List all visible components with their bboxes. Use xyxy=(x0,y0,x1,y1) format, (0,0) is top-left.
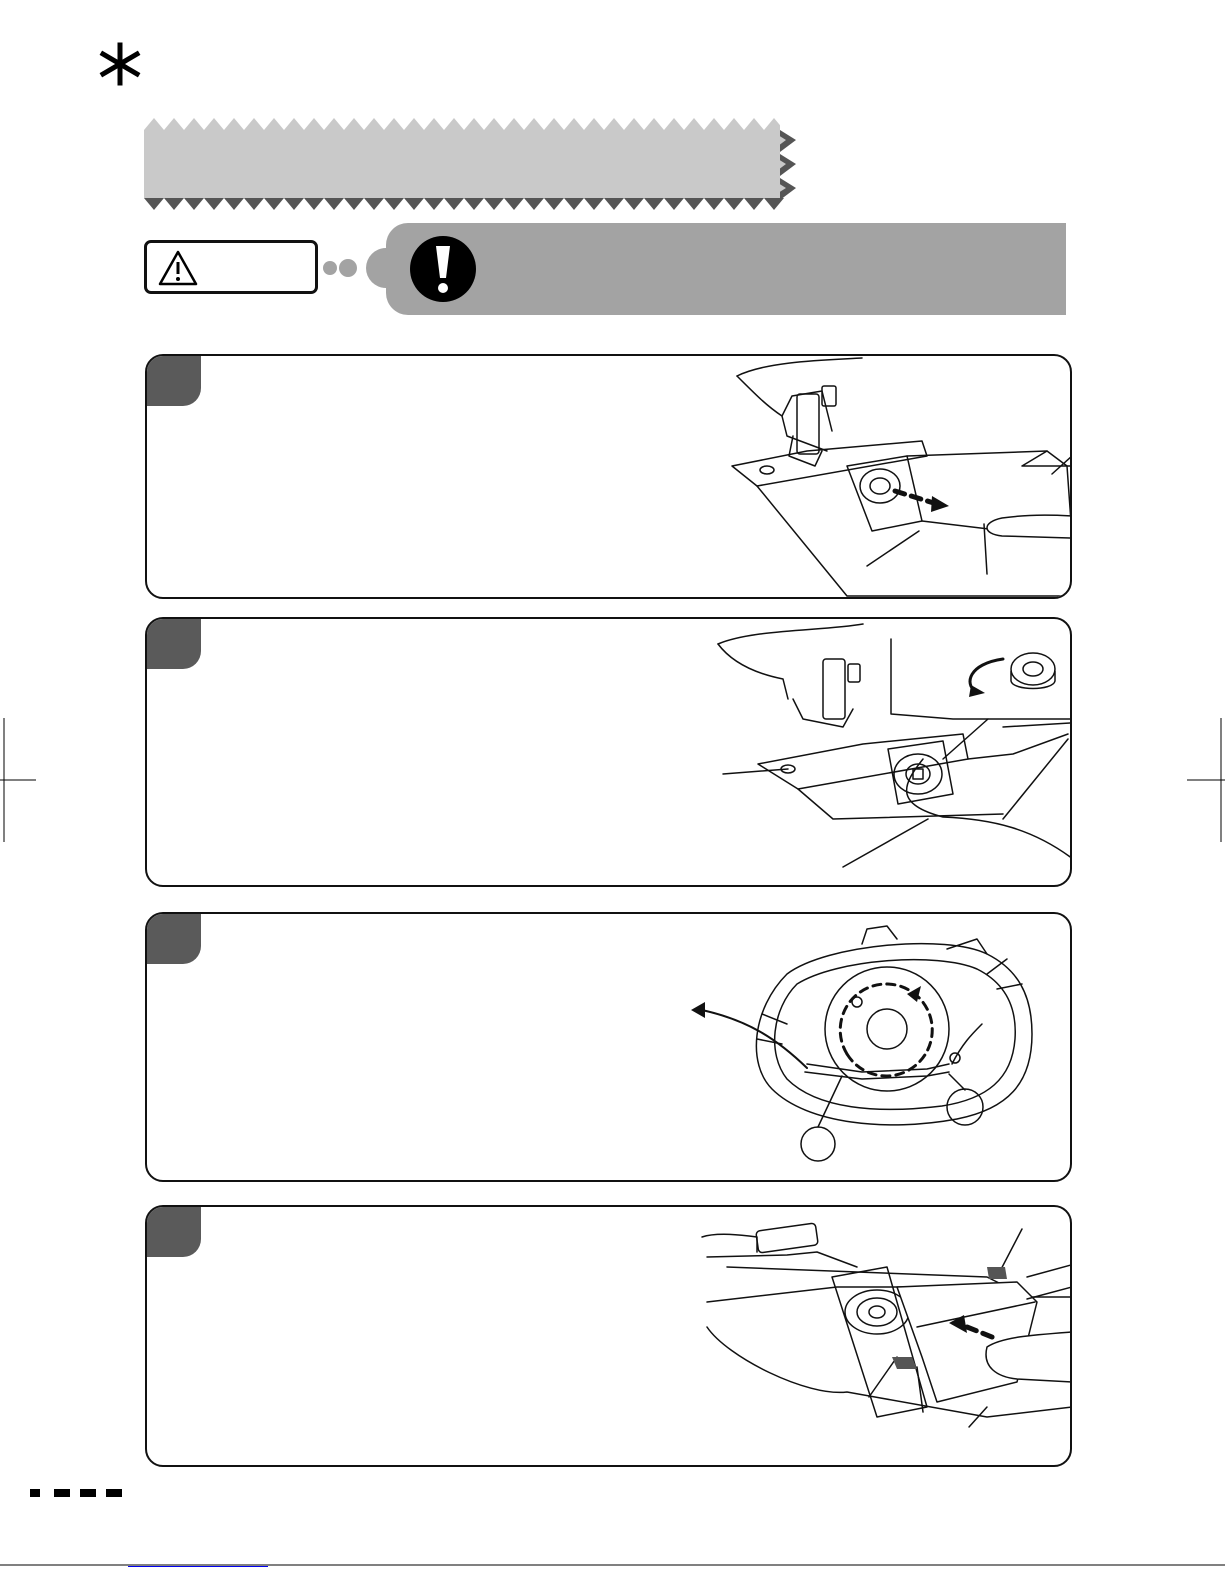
warning-label xyxy=(144,240,318,294)
thread-bobbin-case-illustration xyxy=(687,914,1072,1182)
footer-link-underline[interactable] xyxy=(128,1566,268,1567)
warning-triangle-icon xyxy=(157,249,199,287)
step-panel-4 xyxy=(145,1205,1072,1467)
replace-bobbin-cover-illustration xyxy=(687,1207,1072,1467)
caution-bar xyxy=(386,223,1066,315)
step-panel-2 xyxy=(145,617,1072,887)
step-number-tab xyxy=(147,356,201,406)
exclamation-icon xyxy=(410,236,476,302)
step-number-tab xyxy=(147,914,201,964)
step-number-tab xyxy=(147,1207,201,1257)
insert-bobbin-illustration xyxy=(713,619,1072,887)
step-panel-3 xyxy=(145,912,1072,1182)
step-panel-1 xyxy=(145,354,1072,599)
remove-bobbin-cover-illustration xyxy=(727,356,1072,599)
step-number-tab xyxy=(147,619,201,669)
section-banner xyxy=(144,118,796,210)
asterisk-icon xyxy=(98,42,142,86)
page-number-marker xyxy=(30,1487,122,1499)
